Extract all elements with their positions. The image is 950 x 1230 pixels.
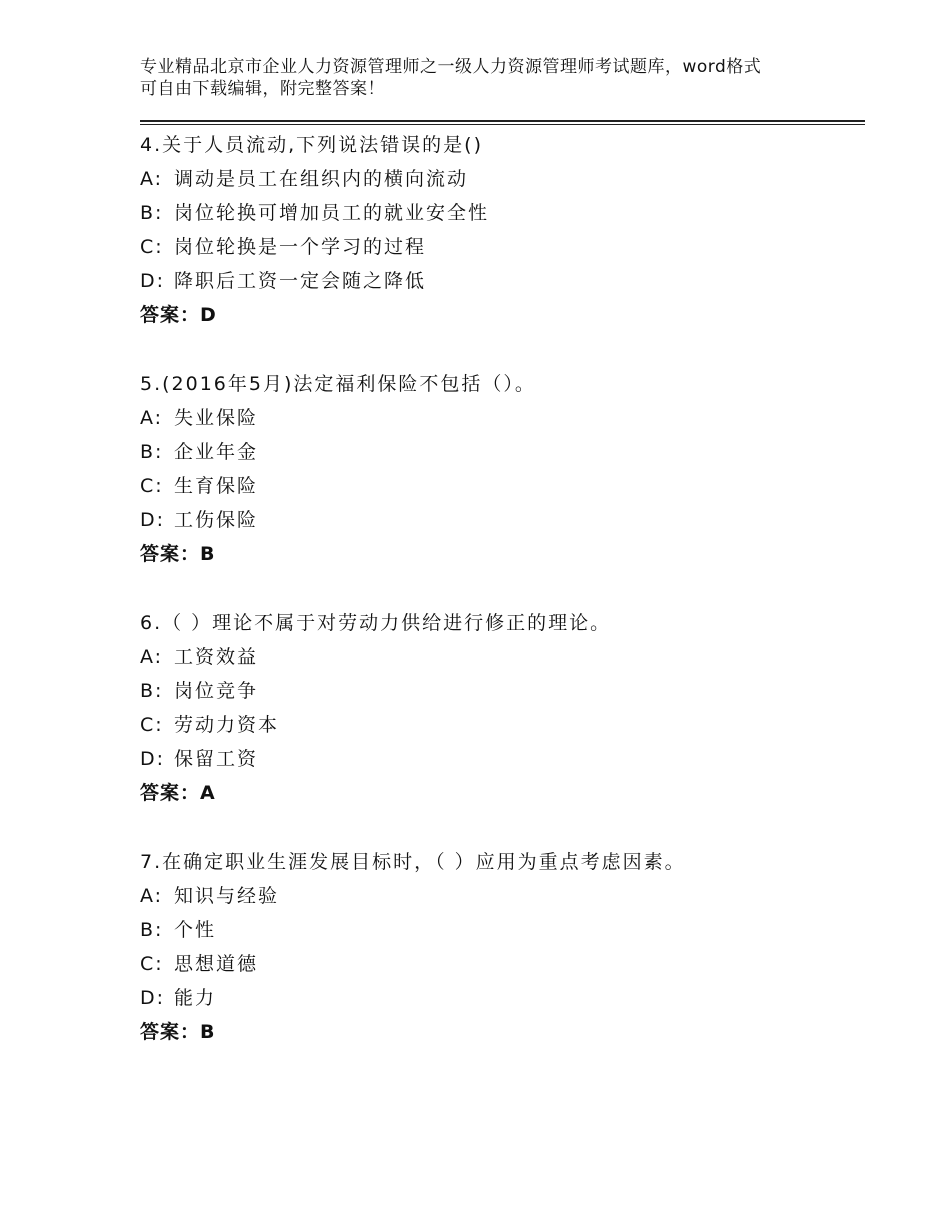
option-letter: D: xyxy=(140,270,166,292)
option-letter: C: xyxy=(140,953,164,975)
option-c xyxy=(140,947,865,981)
option-text: 工伤保险 xyxy=(174,509,259,531)
question-stem: 5.(2016年5月)法定福利保险不包括（）。 xyxy=(140,373,536,395)
option-b xyxy=(140,913,865,947)
question-4 xyxy=(140,128,865,332)
option-a xyxy=(140,162,865,196)
answer-line: 答案：D xyxy=(140,304,217,326)
option-a xyxy=(140,401,865,435)
option-b xyxy=(140,196,865,230)
option-c xyxy=(140,469,865,503)
answer-line: 答案：A xyxy=(140,782,216,804)
option-letter: A: xyxy=(140,646,164,668)
option-b xyxy=(140,674,865,708)
option-letter: B: xyxy=(140,680,164,702)
option-text: 失业保险 xyxy=(174,407,259,429)
option-text: 岗位轮换是一个学习的过程 xyxy=(174,236,427,258)
header-divider xyxy=(140,120,865,125)
question-5 xyxy=(140,367,865,571)
document-header xyxy=(140,56,820,100)
question-7 xyxy=(140,845,865,1049)
question-6 xyxy=(140,606,865,810)
header-line-2: 可自由下载编辑，附完整答案！ xyxy=(140,79,385,99)
option-letter: A: xyxy=(140,168,164,190)
option-text: 调动是员工在组织内的横向流动 xyxy=(174,168,469,190)
option-text: 生育保险 xyxy=(174,475,259,497)
option-text: 工资效益 xyxy=(174,646,259,668)
answer-line: 答案：B xyxy=(140,543,216,565)
question-stem: 6.（ ）理论不属于对劳动力供给进行修正的理论。 xyxy=(140,612,612,634)
answer-line: 答案：B xyxy=(140,1021,216,1043)
option-c xyxy=(140,708,865,742)
option-text: 能力 xyxy=(174,987,217,1009)
option-d xyxy=(140,264,865,298)
question-stem: 4.关于人员流动,下列说法错误的是() xyxy=(140,134,483,156)
option-letter: D: xyxy=(140,748,166,770)
option-c xyxy=(140,230,865,264)
option-letter: A: xyxy=(140,885,164,907)
option-letter: C: xyxy=(140,714,164,736)
option-text: 岗位轮换可增加员工的就业安全性 xyxy=(174,202,490,224)
header-line-1: 专业精品北京市企业人力资源管理师之一级人力资源管理师考试题库，word格式 xyxy=(140,57,762,77)
question-stem: 7.在确定职业生涯发展目标时，（ ）应用为重点考虑因素。 xyxy=(140,851,686,873)
option-d xyxy=(140,742,865,776)
option-letter: A: xyxy=(140,407,164,429)
option-letter: D: xyxy=(140,987,166,1009)
option-letter: B: xyxy=(140,202,164,224)
option-d xyxy=(140,503,865,537)
question-list xyxy=(140,128,865,1084)
option-text: 降职后工资一定会随之降低 xyxy=(174,270,427,292)
option-a xyxy=(140,640,865,674)
option-text: 知识与经验 xyxy=(174,885,280,907)
option-letter: C: xyxy=(140,475,164,497)
option-text: 劳动力资本 xyxy=(174,714,280,736)
option-text: 企业年金 xyxy=(174,441,259,463)
option-d xyxy=(140,981,865,1015)
option-a xyxy=(140,879,865,913)
option-text: 保留工资 xyxy=(174,748,259,770)
option-letter: D: xyxy=(140,509,166,531)
option-letter: B: xyxy=(140,441,164,463)
option-letter: C: xyxy=(140,236,164,258)
option-text: 岗位竞争 xyxy=(174,680,259,702)
option-text: 个性 xyxy=(174,919,217,941)
option-letter: B: xyxy=(140,919,164,941)
option-text: 思想道德 xyxy=(174,953,259,975)
option-b xyxy=(140,435,865,469)
